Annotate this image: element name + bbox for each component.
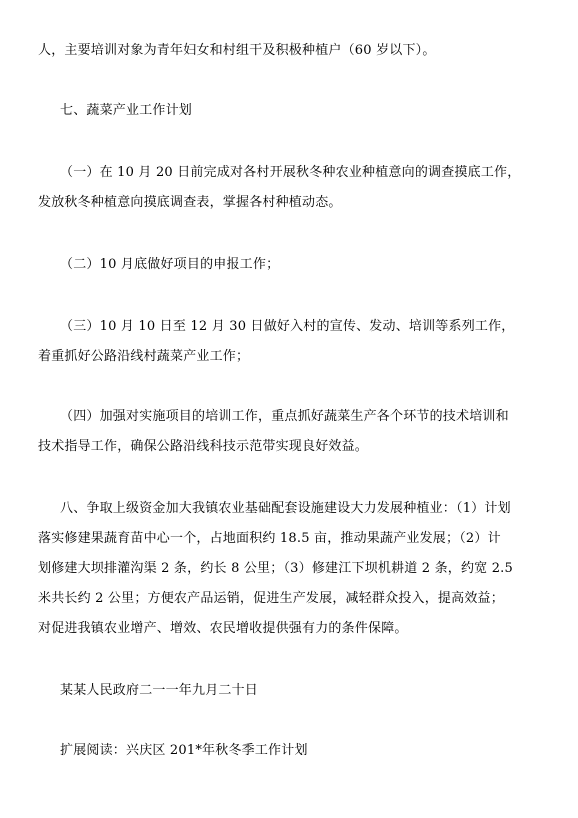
text-line: （一）在 10 月 20 日前完成对各村开展秋冬种农业种植意向的调查摸底工作， (60, 165, 521, 180)
text-line: 发放秋冬种植意向摸底调查表，掌握各村种植动态。 (38, 195, 342, 210)
text-line: （四）加强对实施项目的培训工作，重点抓好蔬菜生产各个环节的技术培训和 (60, 409, 509, 424)
text-line: 人，主要培训对象为青年妇女和村组干及积极种植户（60 岁以下）。 (38, 43, 436, 58)
text-line: 落实修建果蔬育苗中心一个，占地面积约 18.5 亩，推动果蔬产业发展；（2）计 (38, 531, 501, 546)
text-line: （三）10 月 10 日至 12 月 30 日做好入村的宣传、发动、培训等系列工作， (60, 319, 515, 334)
extended-reading-line: 扩展阅读：兴庆区 201*年秋冬季工作计划 (60, 743, 308, 758)
text-line: 米共长约 2 公里；方便农产品运销，促进生产发展，减轻群众投入，提高效益； (38, 591, 504, 606)
text-line: 着重抓好公路沿线村蔬菜产业工作； (38, 349, 250, 364)
signature-line: 某某人民政府二一一年九月二十日 (60, 683, 259, 698)
text-line: （二）10 月底做好项目的申报工作； (60, 257, 280, 272)
text-line: 对促进我镇农业增产、增效、农民增收提供强有力的条件保障。 (38, 621, 408, 636)
section-heading-funding: 八、争取上级资金加大我镇农业基础配套设施建设大力发展种植业：（1）计划 (60, 501, 511, 516)
section-heading-vegetable: 七、蔬菜产业工作计划 (60, 103, 193, 118)
text-line: 技术指导工作，确保公路沿线科技示范带实现良好效益。 (38, 439, 369, 454)
text-line: 划修建大坝排灌沟渠 2 条，约长 8 公里；（3）修建江下坝机耕道 2 条，约宽 2.5 (38, 561, 513, 576)
